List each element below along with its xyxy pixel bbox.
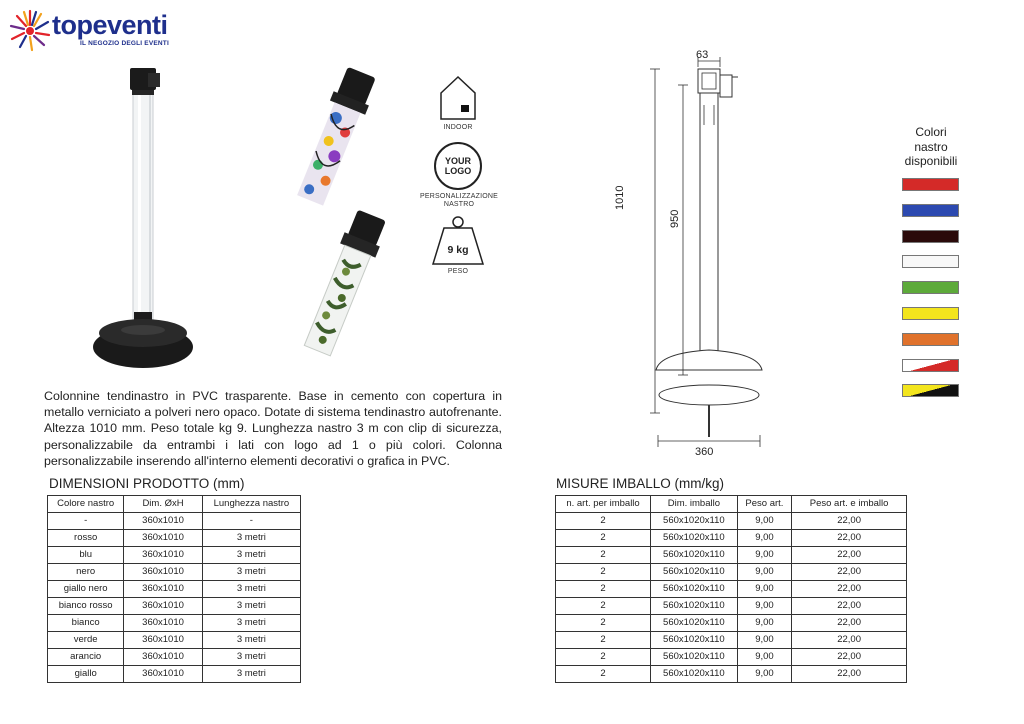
table-cell: 9,00: [737, 615, 792, 632]
table-cell: 2: [556, 615, 651, 632]
table-cell: 2: [556, 598, 651, 615]
colors-panel-title: [896, 125, 966, 169]
table-cell: nero: [48, 564, 124, 581]
table-cell: 9,00: [737, 649, 792, 666]
colors-title-line1: Colori: [915, 125, 947, 139]
table-cell: arancio: [48, 649, 124, 666]
dim-total-height-label: 1010: [614, 185, 626, 210]
table-cell: 3 metri: [202, 530, 300, 547]
table-row: [556, 547, 907, 564]
table-row: [556, 530, 907, 547]
table-cell: 360x1010: [124, 666, 202, 683]
color-swatch: [902, 255, 959, 268]
color-swatch: [902, 204, 959, 217]
weight-value: 9 kg: [447, 244, 469, 256]
table-cell: 3 metri: [202, 598, 300, 615]
table-cell: 560x1020x110: [651, 581, 738, 598]
table-row: [48, 530, 301, 547]
table-cell: 2: [556, 666, 651, 683]
table-cell: 9,00: [737, 598, 792, 615]
table-cell: blu: [48, 547, 124, 564]
table-cell: 3 metri: [202, 649, 300, 666]
table-cell: 2: [556, 530, 651, 547]
table-cell: 560x1020x110: [651, 598, 738, 615]
indoor-caption: INDOOR: [443, 124, 473, 131]
table-cell: 2: [556, 632, 651, 649]
table-cell: rosso: [48, 530, 124, 547]
table-cell: 560x1020x110: [651, 547, 738, 564]
table-row: [48, 632, 301, 649]
table-cell: 9,00: [737, 513, 792, 530]
brand-tagline: IL NEGOZIO DEGLI EVENTI: [80, 40, 169, 47]
table-row: [556, 666, 907, 683]
table-cell: 22,00: [792, 581, 907, 598]
table-cell: 22,00: [792, 530, 907, 547]
colors-title-line2: nastro: [914, 139, 948, 154]
table-row: [48, 564, 301, 581]
table-row: [48, 598, 301, 615]
table-cell: 360x1010: [124, 547, 202, 564]
color-swatch: [902, 333, 959, 346]
table-cell: 3 metri: [202, 615, 300, 632]
column-header: n. art. per imballo: [556, 496, 651, 513]
table-cell: 2: [556, 513, 651, 530]
column-header: Colore nastro: [48, 496, 124, 513]
table-cell: 3 metri: [202, 581, 300, 598]
your-logo-line1: YOUR: [444, 156, 471, 166]
table-row: [48, 666, 301, 683]
product-photo-floral-post: [290, 202, 400, 362]
table-cell: 360x1010: [124, 530, 202, 547]
column-header: Peso art. e imballo: [792, 496, 907, 513]
weight-icon: [430, 214, 486, 266]
product-photo-decorated-post: [288, 58, 388, 210]
table-cell: bianco rosso: [48, 598, 124, 615]
column-header: Dim. imballo: [651, 496, 738, 513]
table-row: [556, 649, 907, 666]
column-header: Lunghezza nastro: [202, 496, 300, 513]
table-row: [556, 615, 907, 632]
table-cell: giallo nero: [48, 581, 124, 598]
table-row: [556, 598, 907, 615]
table-cell: 9,00: [737, 666, 792, 683]
table-cell: 560x1020x110: [651, 513, 738, 530]
personalization-caption-line2: NASTRO: [443, 201, 475, 208]
table-cell: 560x1020x110: [651, 615, 738, 632]
technical-drawing: [620, 45, 770, 465]
table-cell: 3 metri: [202, 547, 300, 564]
color-swatch: [902, 230, 959, 243]
table-cell: 9,00: [737, 632, 792, 649]
table-cell: 560x1020x110: [651, 530, 738, 547]
table-cell: 22,00: [792, 547, 907, 564]
packaging-table: [555, 495, 907, 683]
table-cell: 360x1010: [124, 581, 202, 598]
table-cell: 360x1010: [124, 649, 202, 666]
table-cell: bianco: [48, 615, 124, 632]
table-row: [48, 649, 301, 666]
table-row: [48, 513, 301, 530]
dim-top-label: 63: [696, 49, 709, 61]
your-logo-badge: [434, 142, 482, 190]
table-cell: 560x1020x110: [651, 649, 738, 666]
table-cell: 560x1020x110: [651, 564, 738, 581]
table-cell: 9,00: [737, 564, 792, 581]
table-cell: 360x1010: [124, 513, 202, 530]
packaging-table-title: MISURE IMBALLO (mm/kg): [556, 476, 725, 491]
table-cell: -: [48, 513, 124, 530]
table-cell: 3 metri: [202, 564, 300, 581]
table-row: [556, 632, 907, 649]
product-description: Colonnine tendinastro in PVC trasparente. Base in cemento con copertura in metallo verniciato a polveri nero opaco. Dotate di sistema tendinastro autofrenante. Altezza 1010 mm. Peso totale kg 9. Lunghezza nastro 3 m con clip di sicurezza, personalizzabile da entrambi i lati con logo ad 1 o più colori. Colonna personalizzabile inserendo all'interno elementi decorativi o grafica in PVC.: [44, 389, 502, 468]
indoor-house-icon: [439, 75, 477, 121]
table-cell: 360x1010: [124, 564, 202, 581]
table-row: [556, 513, 907, 530]
column-header: Dim. ØxH: [124, 496, 202, 513]
table-row: [556, 564, 907, 581]
brand-name: topeventi: [52, 10, 168, 40]
table-cell: 3 metri: [202, 666, 300, 683]
table-cell: verde: [48, 632, 124, 649]
table-row: [556, 581, 907, 598]
table-cell: 22,00: [792, 598, 907, 615]
color-swatch: [902, 307, 959, 320]
table-cell: 360x1010: [124, 598, 202, 615]
table-row: [48, 547, 301, 564]
table-cell: giallo: [48, 666, 124, 683]
color-swatch: [902, 178, 959, 191]
weight-caption: PESO: [447, 268, 469, 275]
column-header: Peso art.: [737, 496, 792, 513]
table-cell: -: [202, 513, 300, 530]
table-cell: 22,00: [792, 632, 907, 649]
table-row: [48, 581, 301, 598]
table-cell: 22,00: [792, 564, 907, 581]
table-cell: 22,00: [792, 666, 907, 683]
table-cell: 2: [556, 649, 651, 666]
colors-title-line3: disponibili: [904, 154, 958, 168]
table-row: [48, 615, 301, 632]
table-cell: 9,00: [737, 530, 792, 547]
table-cell: 9,00: [737, 547, 792, 564]
table-cell: 2: [556, 547, 651, 564]
table-cell: 22,00: [792, 615, 907, 632]
product-dimensions-table: [47, 495, 301, 683]
sunburst-logo-icon: [6, 8, 54, 54]
table-cell: 360x1010: [124, 632, 202, 649]
table-cell: 360x1010: [124, 615, 202, 632]
table-cell: 2: [556, 581, 651, 598]
table-cell: 3 metri: [202, 632, 300, 649]
table-cell: 22,00: [792, 513, 907, 530]
color-swatch: [902, 384, 959, 397]
product-table-title: DIMENSIONI PRODOTTO (mm): [49, 476, 245, 491]
your-logo-line2: LOGO: [444, 166, 472, 176]
dim-post-height-label: 950: [669, 209, 681, 228]
table-cell: 2: [556, 564, 651, 581]
color-swatch: [902, 281, 959, 294]
table-cell: 560x1020x110: [651, 632, 738, 649]
table-cell: 22,00: [792, 649, 907, 666]
table-cell: 560x1020x110: [651, 666, 738, 683]
product-photo-post: [88, 60, 198, 375]
color-swatch: [902, 359, 959, 372]
dim-base-label: 360: [695, 446, 714, 458]
personalization-caption-line1: PERSONALIZZAZIONE: [419, 193, 499, 200]
table-cell: 9,00: [737, 581, 792, 598]
